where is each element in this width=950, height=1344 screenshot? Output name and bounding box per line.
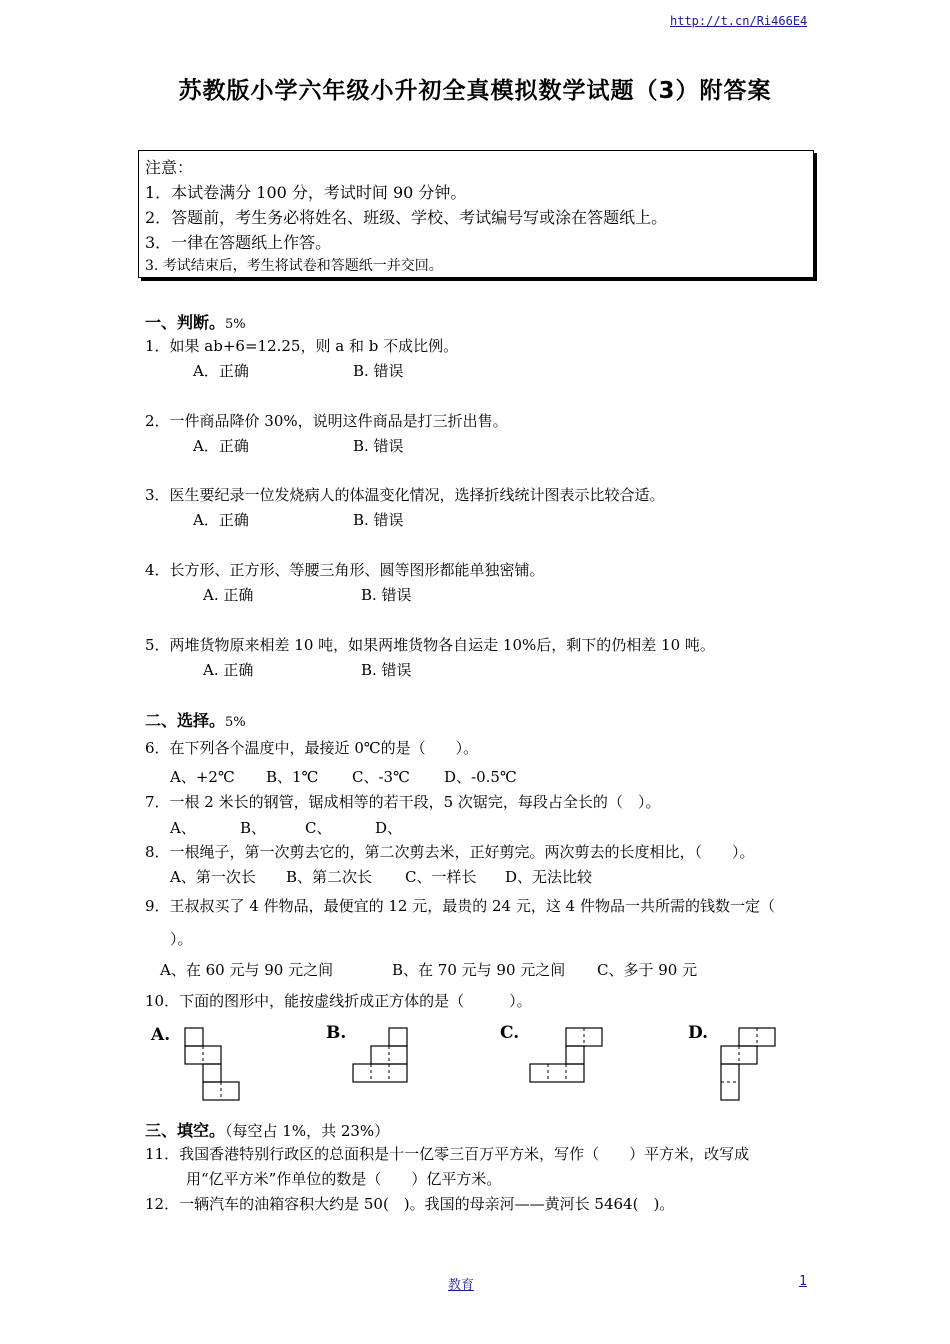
section2-points: 5% bbox=[225, 715, 246, 730]
notice-box bbox=[138, 150, 814, 278]
cube-net-d bbox=[721, 1028, 777, 1100]
q7-option-a: A、 bbox=[170, 819, 196, 837]
q8-option-c: C、一样长 bbox=[405, 868, 477, 886]
q4-option-b: B. 错误 bbox=[361, 586, 412, 604]
q6-option-b: B、1℃ bbox=[266, 768, 319, 786]
notice-item: 3．一律在答题纸上作答。 bbox=[145, 233, 332, 252]
net-label-d: D. bbox=[688, 1023, 709, 1043]
section3-points: （每空占 1%，共 23%） bbox=[225, 1122, 390, 1140]
q8-option-d: D、无法比较 bbox=[505, 868, 593, 886]
q6-option-a: A、+2℃ bbox=[170, 768, 235, 786]
q6-option-d: D、-0.5℃ bbox=[444, 768, 517, 786]
question-5: 5．两堆货物原来相差 10 吨，如果两堆货物各自运走 10%后，剩下的仍相差 10 吨。 bbox=[145, 636, 715, 654]
q5-option-a: A. 正确 bbox=[203, 661, 254, 679]
cube-net-c bbox=[530, 1028, 603, 1084]
q9-option-b: B、在 70 元与 90 元之间 bbox=[392, 961, 566, 979]
question-11: 11．我国香港特别行政区的总面积是十一亿零三百万平方米，写作（ ）平方米，改写成 bbox=[145, 1145, 750, 1163]
net-label-b: B. bbox=[326, 1023, 347, 1043]
notice-heading: 注意： bbox=[145, 158, 194, 177]
q9-option-a: A、在 60 元与 90 元之间 bbox=[160, 961, 334, 979]
section3-heading: 三、填空。（每空占 1%，共 23%） bbox=[145, 1121, 390, 1140]
q1-option-a: A．正确 bbox=[193, 362, 249, 380]
q8-option-b: B、第二次长 bbox=[286, 868, 373, 886]
q8-option-a: A、第一次长 bbox=[170, 868, 256, 886]
page-number[interactable]: 1 bbox=[799, 1274, 807, 1289]
question-7: 7．一根 2 米长的钢管，锯成相等的若干段，5 次锯完，每段占全长的（ ）。 bbox=[145, 793, 661, 811]
section1-heading: 一、判断。5% bbox=[145, 313, 246, 332]
question-1: 1．如果 ab+6=12.25，则 a 和 b 不成比例。 bbox=[145, 337, 459, 355]
q9-option-c: C、多于 90 元 bbox=[597, 961, 698, 979]
notice-item: 1．本试卷满分 100 分，考试时间 90 分钟。 bbox=[145, 183, 467, 202]
cube-net-b bbox=[353, 1028, 409, 1084]
question-9-cont: ）。 bbox=[170, 930, 193, 948]
q6-option-c: C、-3℃ bbox=[352, 768, 410, 786]
net-label-c: C. bbox=[500, 1023, 520, 1043]
question-11-cont: 用“亿平方米”作单位的数是（ ）亿平方米。 bbox=[186, 1170, 502, 1188]
cube-net-a bbox=[185, 1028, 240, 1100]
section1-points: 5% bbox=[225, 317, 246, 332]
notice-item: 2．答题前，考生务必将姓名、班级、学校、考试编号写或涂在答题纸上。 bbox=[145, 208, 668, 227]
question-3: 3．医生要纪录一位发烧病人的体温变化情况，选择折线统计图表示比较合适。 bbox=[145, 486, 665, 504]
q3-option-a: A．正确 bbox=[193, 511, 249, 529]
q3-option-b: B. 错误 bbox=[353, 511, 404, 529]
section2-heading: 二、选择。5% bbox=[145, 711, 246, 730]
question-4: 4．长方形、正方形、等腰三角形、圆等图形都能单独密铺。 bbox=[145, 561, 545, 579]
q7-option-d: D、 bbox=[375, 819, 403, 837]
notice-item: 3. 考试结束后，考生将试卷和答题纸一并交回。 bbox=[145, 258, 443, 274]
q7-option-b: B、 bbox=[240, 819, 267, 837]
q4-option-a: A. 正确 bbox=[203, 586, 254, 604]
q2-option-b: B. 错误 bbox=[353, 437, 404, 455]
footer-link[interactable]: 教育 bbox=[448, 1278, 475, 1293]
q1-option-b: B. 错误 bbox=[353, 362, 404, 380]
question-12: 12．一辆汽车的油箱容积大约是 50( )。我国的母亲河——黄河长 5464( )。 bbox=[145, 1195, 675, 1213]
page-title: 苏教版小学六年级小升初全真模拟数学试题（3）附答案 bbox=[178, 78, 772, 104]
question-6: 6．在下列各个温度中，最接近 0℃的是（ ）。 bbox=[145, 739, 479, 757]
question-8: 8．一根绳子，第一次剪去它的，第二次剪去米，正好剪完。两次剪去的长度相比，（ ）。 bbox=[145, 843, 755, 861]
q5-option-b: B. 错误 bbox=[361, 661, 412, 679]
question-9: 9．王叔叔买了 4 件物品，最便宜的 12 元，最贵的 24 元，这 4 件物品一共所需的钱数一定（ bbox=[145, 897, 775, 915]
q2-option-a: A．正确 bbox=[193, 437, 249, 455]
header-link[interactable]: http://t.cn/Ri466E4 bbox=[670, 14, 808, 28]
question-2: 2．一件商品降价 30%，说明这件商品是打三折出售。 bbox=[145, 412, 508, 430]
question-10: 10．下面的图形中，能按虚线折成正方体的是（ ）。 bbox=[145, 992, 532, 1010]
net-label-a: A. bbox=[151, 1025, 171, 1045]
q7-option-c: C、 bbox=[305, 819, 332, 837]
